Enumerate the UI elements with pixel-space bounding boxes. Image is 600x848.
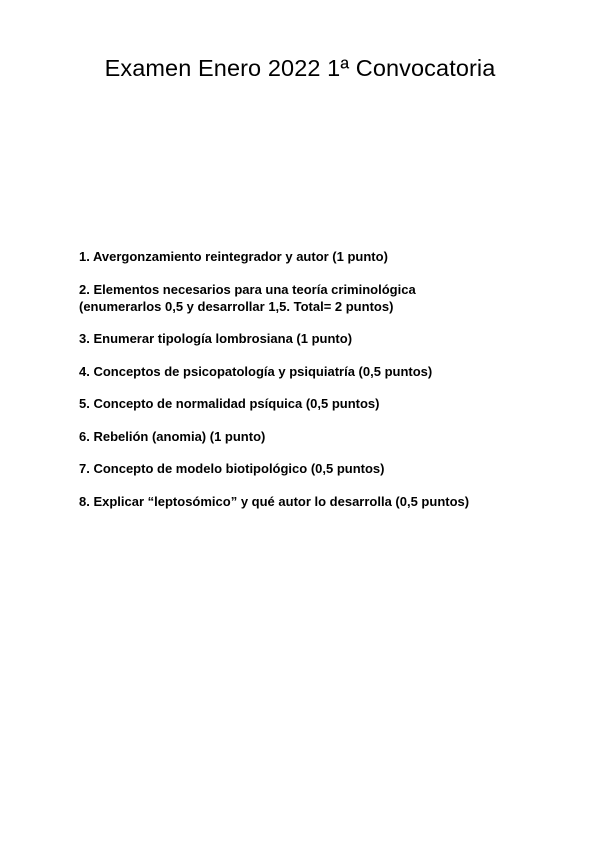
question-item-5: 5. Concepto de normalidad psíquica (0,5 puntos) — [79, 396, 380, 411]
question-item-6: 6. Rebelión (anomia) (1 punto) — [79, 428, 266, 444]
question-list — [79, 248, 559, 525]
question-item-4: 4. Conceptos de psicopatología y psiquiatría (0,5 puntos) — [79, 363, 433, 379]
page-title: Examen Enero 2022 1ª Convocatoria — [104, 55, 496, 81]
question-item-8: 8. Explicar “leptosómico” y qué autor lo desarrolla (0,5 puntos) — [79, 493, 470, 509]
question-item-1: 1. Avergonzamiento reintegrador y autor (1 punto) — [79, 249, 388, 264]
question-item-2: 2. Elementos necesarios para una teoría criminológica (enumerarlos 0,5 y desarrollar 1,5. Total= 2 puntos) — [79, 281, 416, 314]
question-item-7: 7. Concepto de modelo biotipológico (0,5 puntos) — [79, 461, 385, 476]
question-item-3: 3. Enumerar tipología lombrosiana (1 punto) — [79, 331, 353, 346]
